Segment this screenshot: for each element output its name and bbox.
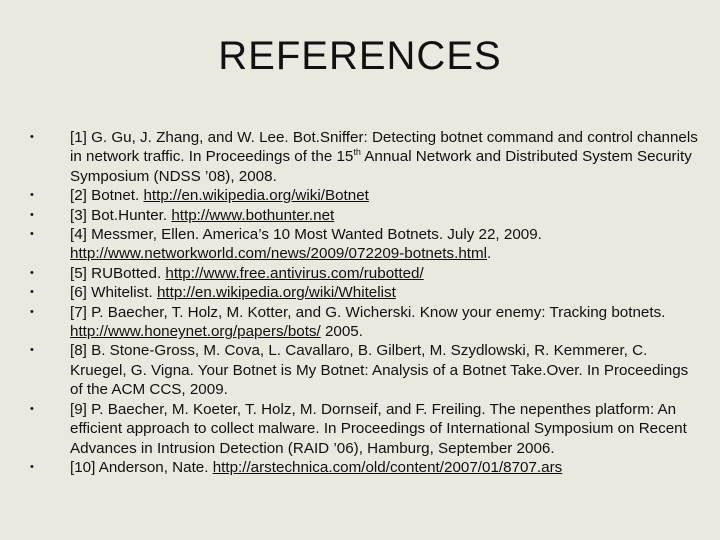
- reference-link[interactable]: http://en.wikipedia.org/wiki/Whitelist: [156, 284, 396, 302]
- bullet: •: [30, 189, 34, 202]
- bullet: •: [30, 131, 34, 143]
- page-title: REFERENCES: [218, 34, 502, 78]
- reference-text: [2] Botnet.: [70, 187, 144, 205]
- reference-link[interactable]: http://www.networkworld.com/news/2009/072209-botnets.html: [70, 245, 488, 263]
- reference-list: [30, 128, 700, 477]
- reference-item: [30, 400, 700, 458]
- bullet: •: [30, 266, 34, 279]
- reference-link[interactable]: http://www.bothunter.net: [171, 206, 335, 224]
- reference-item: [30, 186, 700, 205]
- reference-item: [30, 225, 700, 264]
- reference-link[interactable]: http://www.honeynet.org/papers/bots/: [70, 323, 321, 341]
- bullet: •: [30, 460, 34, 473]
- bullet: •: [30, 228, 34, 241]
- reference-item: [30, 128, 700, 186]
- reference-link[interactable]: http://en.wikipedia.org/wiki/Botnet: [143, 187, 369, 205]
- bullet: •: [30, 402, 34, 415]
- reference-text: [3] Bot.Hunter.: [70, 206, 172, 224]
- reference-text: [4] Messmer, Ellen. America’s 10 Most Wanted Botnets. July 22, 2009.: [70, 226, 542, 244]
- reference-link[interactable]: http://www.free.antivirus.com/rubotted/: [165, 264, 424, 282]
- reference-text: [8] B. Stone-Gross, M. Cova, L. Cavallaro, B. Gilbert, M. Szydlowski, R. Kemmerer, C. Kruegel, G. Vigna. Your Botnet is My Botnet: Analysis of a Botnet Take.Over. In Proceedings of the ACM CCS, 2009.: [70, 342, 689, 399]
- reference-item: [30, 458, 700, 477]
- reference-item: [30, 283, 700, 302]
- bullet: •: [30, 286, 34, 299]
- reference-item: [30, 341, 700, 399]
- bullet: •: [30, 208, 34, 221]
- reference-link[interactable]: http://arstechnica.com/old/content/2007/01/8707.ars: [212, 458, 563, 476]
- reference-text: [10] Anderson, Nate.: [70, 458, 213, 476]
- superscript: th: [353, 147, 361, 158]
- reference-tail: .: [487, 245, 492, 263]
- reference-item: [30, 264, 700, 283]
- reference-text: [7] P. Baecher, T. Holz, M. Kotter, and G. Wicherski. Know your enemy: Tracking botnets.: [70, 303, 666, 321]
- reference-text-cont: Annual Network and Distributed System Security Symposium (NDSS ’08), 2008.: [70, 148, 692, 185]
- bullet: •: [30, 305, 34, 318]
- reference-text: [9] P. Baecher, M. Koeter, T. Holz, M. Dornseif, and F. Freiling. The nepenthes platform: An efficient approach to collect malware. In Proceedings of International Symposium on Recent Advances in Intrusion Detection (RAID ’06), Hamburg, September 2006.: [70, 400, 687, 457]
- reference-tail: 2005.: [320, 323, 363, 341]
- reference-text: [1] G. Gu, J. Zhang, and W. Lee. Bot.Sniffer: Detecting botnet command and control channels in network traffic. In Proceedings of the 15: [70, 129, 698, 166]
- reference-text: [6] Whitelist.: [70, 284, 157, 302]
- reference-text: [5] RUBotted.: [70, 264, 166, 282]
- reference-item: [30, 303, 700, 342]
- bullet: •: [30, 344, 34, 357]
- reference-item: [30, 206, 700, 225]
